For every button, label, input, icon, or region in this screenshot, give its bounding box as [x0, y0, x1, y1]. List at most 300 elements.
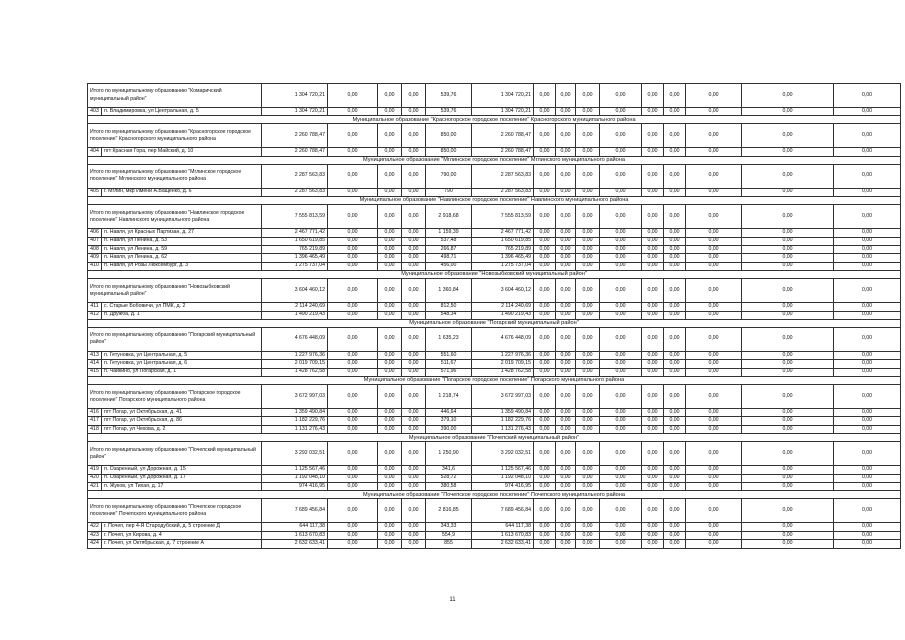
cell-c15: 0,00: [834, 531, 901, 539]
cell-amount: 2 019 709,15: [262, 360, 328, 368]
cell-c5: 528,72: [426, 474, 472, 482]
cell-c12: 0,00: [664, 279, 686, 303]
cell-c8: 0,00: [556, 417, 576, 425]
section-header-row: [88, 116, 901, 124]
cell-c10: 0,00: [600, 327, 642, 351]
cell-c4: 0,00: [402, 229, 426, 237]
cell-c14: 0,00: [742, 303, 834, 311]
cell-c2: 0,00: [328, 279, 378, 303]
cell-c5: 379,10: [426, 417, 472, 425]
cell-c3: 0,00: [378, 351, 402, 359]
cell-c2: 0,00: [328, 385, 378, 409]
cell-c8: 0,00: [556, 124, 576, 148]
cell-c14: 0,00: [742, 442, 834, 466]
cell-c14: 0,00: [742, 205, 834, 229]
cell-c2: 0,00: [328, 164, 378, 188]
cell-c4: 0,00: [402, 124, 426, 148]
cell-c3: 0,00: [378, 466, 402, 474]
subtotal-name: Итого по муниципальному образованию "Погарский муниципальный район": [88, 327, 262, 351]
cell-amount: 1 650 619,85: [262, 237, 328, 245]
cell-c11: 0,00: [642, 327, 664, 351]
cell-c10: 0,00: [600, 84, 642, 108]
cell-c9: 0,00: [576, 351, 600, 359]
cell-c10: 0,00: [600, 229, 642, 237]
cell-c14: 0,00: [742, 237, 834, 245]
cell-c4: 0,00: [402, 148, 426, 156]
cell-c13: 0,00: [686, 540, 742, 548]
cell-c15: 0,00: [834, 474, 901, 482]
cell-c15: 0,00: [834, 499, 901, 523]
cell-c13: 0,00: [686, 351, 742, 359]
cell-c5: 511,67: [426, 360, 472, 368]
cell-c4: 0,00: [402, 279, 426, 303]
cell-c6: 1 650 619,85: [472, 237, 534, 245]
row-address: г. Почеп, ул Кирова, д. 4: [102, 531, 262, 539]
cell-c10: 0,00: [600, 254, 642, 262]
cell-c4: 0,00: [402, 327, 426, 351]
cell-c15: 0,00: [834, 442, 901, 466]
cell-c14: 0,00: [742, 279, 834, 303]
cell-c7: 0,00: [534, 188, 556, 196]
cell-c3: 0,00: [378, 425, 402, 433]
cell-amount: 2 260 788,47: [262, 124, 328, 148]
cell-c5: 2 918,68: [426, 205, 472, 229]
cell-c6: 1 359 490,84: [472, 409, 534, 417]
subtotal-row: [88, 279, 901, 303]
cell-c15: 0,00: [834, 148, 901, 156]
subtotal-name: Итого по муниципальному образованию "Комаричский муниципальный район": [88, 84, 262, 108]
row-number: 404: [88, 148, 102, 156]
cell-c12: 0,00: [664, 245, 686, 253]
row-address: п. Гетуновка, ул Центральная, д. 5: [102, 351, 262, 359]
cell-c4: 0,00: [402, 540, 426, 548]
cell-c7: 0,00: [534, 425, 556, 433]
cell-c11: 0,00: [642, 303, 664, 311]
cell-c15: 0,00: [834, 205, 901, 229]
cell-c10: 0,00: [600, 466, 642, 474]
cell-c12: 0,00: [664, 474, 686, 482]
row-address: г. Почеп, пер 4-Я Стародубский, д. 5 строение Д: [102, 523, 262, 531]
cell-c3: 0,00: [378, 124, 402, 148]
cell-c10: 0,00: [600, 483, 642, 491]
cell-c3: 0,00: [378, 254, 402, 262]
table-row: [88, 409, 901, 417]
cell-c4: 0,00: [402, 351, 426, 359]
cell-c7: 0,00: [534, 262, 556, 270]
cell-c12: 0,00: [664, 523, 686, 531]
cell-c2: 0,00: [328, 483, 378, 491]
cell-c8: 0,00: [556, 368, 576, 376]
cell-c8: 0,00: [556, 205, 576, 229]
row-number: 421: [88, 483, 102, 491]
row-number: 408: [88, 245, 102, 253]
subtotal-row: [88, 84, 901, 108]
cell-c6: 3 292 032,51: [472, 442, 534, 466]
cell-c10: 0,00: [600, 164, 642, 188]
cell-c5: 1 635,23: [426, 327, 472, 351]
cell-c10: 0,00: [600, 245, 642, 253]
cell-c8: 0,00: [556, 254, 576, 262]
cell-c2: 0,00: [328, 237, 378, 245]
cell-c12: 0,00: [664, 351, 686, 359]
cell-c15: 0,00: [834, 84, 901, 108]
cell-c12: 0,00: [664, 84, 686, 108]
cell-c3: 0,00: [378, 417, 402, 425]
cell-c15: 0,00: [834, 409, 901, 417]
cell-amount: 1 428 762,58: [262, 368, 328, 376]
cell-c14: 0,00: [742, 254, 834, 262]
cell-c6: 1 131 276,43: [472, 425, 534, 433]
cell-c9: 0,00: [576, 148, 600, 156]
cell-c8: 0,00: [556, 327, 576, 351]
cell-c12: 0,00: [664, 368, 686, 376]
cell-c15: 0,00: [834, 254, 901, 262]
cell-c14: 0,00: [742, 499, 834, 523]
row-number: 407: [88, 237, 102, 245]
cell-amount: 1 490 219,43: [262, 311, 328, 319]
cell-c2: 0,00: [328, 523, 378, 531]
cell-c13: 0,00: [686, 417, 742, 425]
cell-amount: 7 689 456,84: [262, 499, 328, 523]
cell-c14: 0,00: [742, 311, 834, 319]
cell-c8: 0,00: [556, 483, 576, 491]
cell-c5: 1 218,74: [426, 385, 472, 409]
cell-c6: 1 275 737,04: [472, 262, 534, 270]
row-address: п. Навля, ул Ленина, д. 53: [102, 237, 262, 245]
cell-c13: 0,00: [686, 148, 742, 156]
cell-c3: 0,00: [378, 245, 402, 253]
cell-c6: 1 304 720,21: [472, 108, 534, 116]
cell-c3: 0,00: [378, 499, 402, 523]
cell-c11: 0,00: [642, 279, 664, 303]
cell-c7: 0,00: [534, 164, 556, 188]
cell-c2: 0,00: [328, 84, 378, 108]
cell-amount: 3 292 032,51: [262, 442, 328, 466]
cell-c2: 0,00: [328, 229, 378, 237]
cell-c5: 341,6: [426, 466, 472, 474]
cell-c10: 0,00: [600, 279, 642, 303]
table-row: [88, 108, 901, 116]
cell-c2: 0,00: [328, 148, 378, 156]
cell-c15: 0,00: [834, 327, 901, 351]
row-address: с. Старые Бобовичи, ул ПМК, д. 2: [102, 303, 262, 311]
row-number: 410: [88, 262, 102, 270]
section-header-row: [88, 377, 901, 385]
cell-c9: 0,00: [576, 229, 600, 237]
cell-c14: 0,00: [742, 531, 834, 539]
cell-c7: 0,00: [534, 531, 556, 539]
cell-c3: 0,00: [378, 483, 402, 491]
cell-c13: 0,00: [686, 279, 742, 303]
cell-c5: 548,34: [426, 311, 472, 319]
cell-c7: 0,00: [534, 229, 556, 237]
cell-c5: 1 360,84: [426, 279, 472, 303]
cell-c14: 0,00: [742, 148, 834, 156]
cell-c3: 0,00: [378, 205, 402, 229]
cell-c15: 0,00: [834, 164, 901, 188]
subtotal-row: [88, 499, 901, 523]
cell-c6: 1 613 670,83: [472, 531, 534, 539]
section-title: Муниципальное образование "Погарское городское поселение" Погарского муниципального района: [88, 377, 901, 385]
cell-c2: 0,00: [328, 531, 378, 539]
cell-amount: 2 467 771,42: [262, 229, 328, 237]
cell-c2: 0,00: [328, 327, 378, 351]
cell-amount: 1 182 229,76: [262, 417, 328, 425]
table-row: [88, 351, 901, 359]
cell-c15: 0,00: [834, 368, 901, 376]
cell-c15: 0,00: [834, 303, 901, 311]
cell-c9: 0,00: [576, 254, 600, 262]
cell-c10: 0,00: [600, 385, 642, 409]
cell-c14: 0,00: [742, 108, 834, 116]
cell-c12: 0,00: [664, 385, 686, 409]
cell-c5: 571,96: [426, 368, 472, 376]
cell-c9: 0,00: [576, 327, 600, 351]
cell-c13: 0,00: [686, 164, 742, 188]
subtotal-row: [88, 327, 901, 351]
row-address: пгт Погар, ул Чехова, д. 2: [102, 425, 262, 433]
row-number: 414: [88, 360, 102, 368]
cell-c5: 539,76: [426, 108, 472, 116]
subtotal-name: Итого по муниципальному образованию "Почепский муниципальный район": [88, 442, 262, 466]
table-row: [88, 262, 901, 270]
cell-c9: 0,00: [576, 442, 600, 466]
cell-c6: 1 192 048,10: [472, 474, 534, 482]
cell-c9: 0,00: [576, 245, 600, 253]
cell-c2: 0,00: [328, 360, 378, 368]
section-title: Муниципальное образование "Красногорское городское поселение" Красногорского муниципального района: [88, 116, 901, 124]
cell-c4: 0,00: [402, 442, 426, 466]
section-title: Муниципальное образование "Почепский муниципальный район": [88, 434, 901, 442]
cell-c14: 0,00: [742, 483, 834, 491]
cell-c4: 0,00: [402, 385, 426, 409]
cell-c10: 0,00: [600, 311, 642, 319]
cell-c4: 0,00: [402, 108, 426, 116]
cell-c13: 0,00: [686, 442, 742, 466]
cell-c15: 0,00: [834, 466, 901, 474]
section-header-row: [88, 271, 901, 279]
section-title: Муниципальное образование "Мглинское городское поселение" Мглинского муниципального района: [88, 156, 901, 164]
cell-c8: 0,00: [556, 188, 576, 196]
cell-c5: 551,60: [426, 351, 472, 359]
cell-c8: 0,00: [556, 245, 576, 253]
cell-c6: 1 182 229,76: [472, 417, 534, 425]
cell-c7: 0,00: [534, 245, 556, 253]
cell-c7: 0,00: [534, 148, 556, 156]
cell-c13: 0,00: [686, 531, 742, 539]
cell-c5: 554,9: [426, 531, 472, 539]
cell-c6: 1 396 465,49: [472, 254, 534, 262]
cell-c4: 0,00: [402, 425, 426, 433]
section-header-row: [88, 156, 901, 164]
cell-c8: 0,00: [556, 442, 576, 466]
cell-c12: 0,00: [664, 409, 686, 417]
cell-c11: 0,00: [642, 523, 664, 531]
row-number: 406: [88, 229, 102, 237]
cell-c5: 850,00: [426, 124, 472, 148]
section-header-row: [88, 319, 901, 327]
cell-c5: 812,50: [426, 303, 472, 311]
row-address: п. Гетуновка, ул Центральная, д. 6: [102, 360, 262, 368]
cell-c15: 0,00: [834, 360, 901, 368]
cell-c11: 0,00: [642, 188, 664, 196]
cell-c9: 0,00: [576, 237, 600, 245]
cell-c14: 0,00: [742, 262, 834, 270]
page-number: 11: [449, 597, 456, 603]
row-address: п. Навля, ул Ленина, д. 62: [102, 254, 262, 262]
cell-c5: 790,00: [426, 164, 472, 188]
cell-c8: 0,00: [556, 499, 576, 523]
cell-c5: 537,48: [426, 237, 472, 245]
table-row: [88, 311, 901, 319]
cell-c7: 0,00: [534, 483, 556, 491]
cell-c6: 1 227 976,36: [472, 351, 534, 359]
cell-c15: 0,00: [834, 279, 901, 303]
row-number: 420: [88, 474, 102, 482]
cell-c6: 1 490 219,43: [472, 311, 534, 319]
cell-c13: 0,00: [686, 466, 742, 474]
row-address: п. Жуков, ул Тихая, д. 17: [102, 483, 262, 491]
cell-c7: 0,00: [534, 540, 556, 548]
subtotal-row: [88, 124, 901, 148]
cell-c3: 0,00: [378, 531, 402, 539]
cell-c14: 0,00: [742, 540, 834, 548]
cell-c6: 644 117,38: [472, 523, 534, 531]
cell-c9: 0,00: [576, 124, 600, 148]
cell-c3: 0,00: [378, 540, 402, 548]
cell-c9: 0,00: [576, 417, 600, 425]
row-address: п. Озаренный, ул Дорожная, д. 17: [102, 474, 262, 482]
cell-c11: 0,00: [642, 368, 664, 376]
cell-c13: 0,00: [686, 311, 742, 319]
cell-c9: 0,00: [576, 425, 600, 433]
row-number: 416: [88, 409, 102, 417]
cell-c2: 0,00: [328, 499, 378, 523]
cell-amount: 1 275 737,04: [262, 262, 328, 270]
cell-c13: 0,00: [686, 523, 742, 531]
cell-c9: 0,00: [576, 164, 600, 188]
cell-c13: 0,00: [686, 108, 742, 116]
cell-c3: 0,00: [378, 262, 402, 270]
cell-c11: 0,00: [642, 164, 664, 188]
table-row: [88, 523, 901, 531]
cell-c5: 498,71: [426, 254, 472, 262]
cell-c7: 0,00: [534, 124, 556, 148]
cell-c11: 0,00: [642, 531, 664, 539]
cell-c12: 0,00: [664, 124, 686, 148]
cell-c7: 0,00: [534, 303, 556, 311]
cell-c14: 0,00: [742, 124, 834, 148]
cell-c4: 0,00: [402, 164, 426, 188]
row-address: пгт Погар, ул Октябрьская, д. 86: [102, 417, 262, 425]
cell-c9: 0,00: [576, 385, 600, 409]
cell-c9: 0,00: [576, 303, 600, 311]
subtotal-row: [88, 442, 901, 466]
cell-amount: 1 227 976,36: [262, 351, 328, 359]
cell-c6: 4 676 448,09: [472, 327, 534, 351]
cell-c12: 0,00: [664, 164, 686, 188]
cell-c7: 0,00: [534, 442, 556, 466]
cell-c5: 380,58: [426, 483, 472, 491]
cell-c12: 0,00: [664, 108, 686, 116]
cell-c9: 0,00: [576, 108, 600, 116]
cell-c4: 0,00: [402, 311, 426, 319]
cell-c2: 0,00: [328, 368, 378, 376]
cell-c8: 0,00: [556, 237, 576, 245]
cell-c7: 0,00: [534, 84, 556, 108]
cell-c14: 0,00: [742, 474, 834, 482]
row-number: 409: [88, 254, 102, 262]
cell-c3: 0,00: [378, 148, 402, 156]
cell-c2: 0,00: [328, 245, 378, 253]
table-row: [88, 368, 901, 376]
section-header-row: [88, 434, 901, 442]
section-title: Муниципальное образование "Почепское городское поселение" Почепского муниципального района: [88, 491, 901, 499]
cell-c6: 2 260 788,47: [472, 148, 534, 156]
cell-c3: 0,00: [378, 442, 402, 466]
cell-c8: 0,00: [556, 229, 576, 237]
cell-c2: 0,00: [328, 351, 378, 359]
cell-c11: 0,00: [642, 360, 664, 368]
cell-c11: 0,00: [642, 409, 664, 417]
cell-c3: 0,00: [378, 360, 402, 368]
table-row: [88, 466, 901, 474]
cell-amount: 2 260 788,47: [262, 148, 328, 156]
cell-c5: 855: [426, 540, 472, 548]
cell-c5: 790: [426, 188, 472, 196]
cell-c4: 0,00: [402, 360, 426, 368]
cell-c15: 0,00: [834, 188, 901, 196]
cell-c9: 0,00: [576, 368, 600, 376]
cell-amount: 1 396 465,49: [262, 254, 328, 262]
cell-c7: 0,00: [534, 351, 556, 359]
row-number: 417: [88, 417, 102, 425]
cell-c11: 0,00: [642, 499, 664, 523]
cell-c12: 0,00: [664, 442, 686, 466]
table-row: [88, 245, 901, 253]
cell-c6: 2 114 240,69: [472, 303, 534, 311]
cell-c11: 0,00: [642, 466, 664, 474]
cell-c10: 0,00: [600, 237, 642, 245]
cell-c5: 850,00: [426, 148, 472, 156]
cell-c4: 0,00: [402, 188, 426, 196]
cell-c11: 0,00: [642, 311, 664, 319]
cell-c5: 343,33: [426, 523, 472, 531]
cell-c12: 0,00: [664, 254, 686, 262]
cell-c14: 0,00: [742, 351, 834, 359]
row-address: п. Навля, ул Ленина, д. 59: [102, 245, 262, 253]
cell-c10: 0,00: [600, 499, 642, 523]
cell-c6: 2 019 709,15: [472, 360, 534, 368]
cell-c10: 0,00: [600, 474, 642, 482]
section-header-row: [88, 197, 901, 205]
cell-c7: 0,00: [534, 108, 556, 116]
cell-c7: 0,00: [534, 499, 556, 523]
row-number: 418: [88, 425, 102, 433]
cell-c10: 0,00: [600, 425, 642, 433]
cell-c11: 0,00: [642, 254, 664, 262]
cell-c6: 3 672 997,03: [472, 385, 534, 409]
cell-c13: 0,00: [686, 327, 742, 351]
cell-c10: 0,00: [600, 540, 642, 548]
cell-c14: 0,00: [742, 425, 834, 433]
cell-c3: 0,00: [378, 84, 402, 108]
cell-c3: 0,00: [378, 474, 402, 482]
cell-c5: 390,00: [426, 425, 472, 433]
cell-c3: 0,00: [378, 523, 402, 531]
cell-c7: 0,00: [534, 205, 556, 229]
cell-c3: 0,00: [378, 303, 402, 311]
